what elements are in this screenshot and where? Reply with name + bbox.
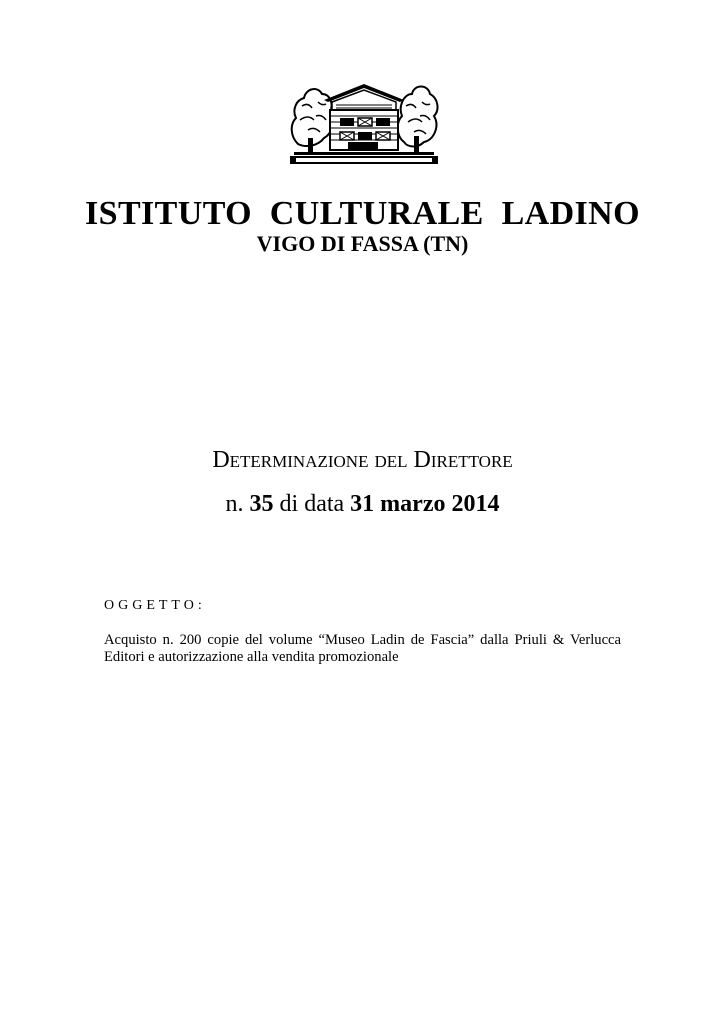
number-prefix: n.	[225, 491, 244, 517]
institute-name: ISTITUTO CULTURALE LADINO	[85, 195, 640, 232]
document-type: Determinazione del Direttore	[212, 447, 513, 473]
institute-logo-icon	[288, 76, 440, 168]
subject-text: Acquisto n. 200 copie del volume “Museo Ladin de Fascia” dalla Priuli & Verlucca Editori e autorizzazione alla vendita promozionale	[104, 632, 621, 665]
institute-place: VIGO DI FASSA (TN)	[256, 231, 469, 256]
document-number: 35	[249, 491, 274, 517]
date-prefix: di data	[279, 491, 345, 517]
document-number-line	[0, 488, 725, 520]
document-date: 31 marzo 2014	[350, 491, 500, 517]
subject-label: OGGETTO:	[104, 598, 206, 613]
